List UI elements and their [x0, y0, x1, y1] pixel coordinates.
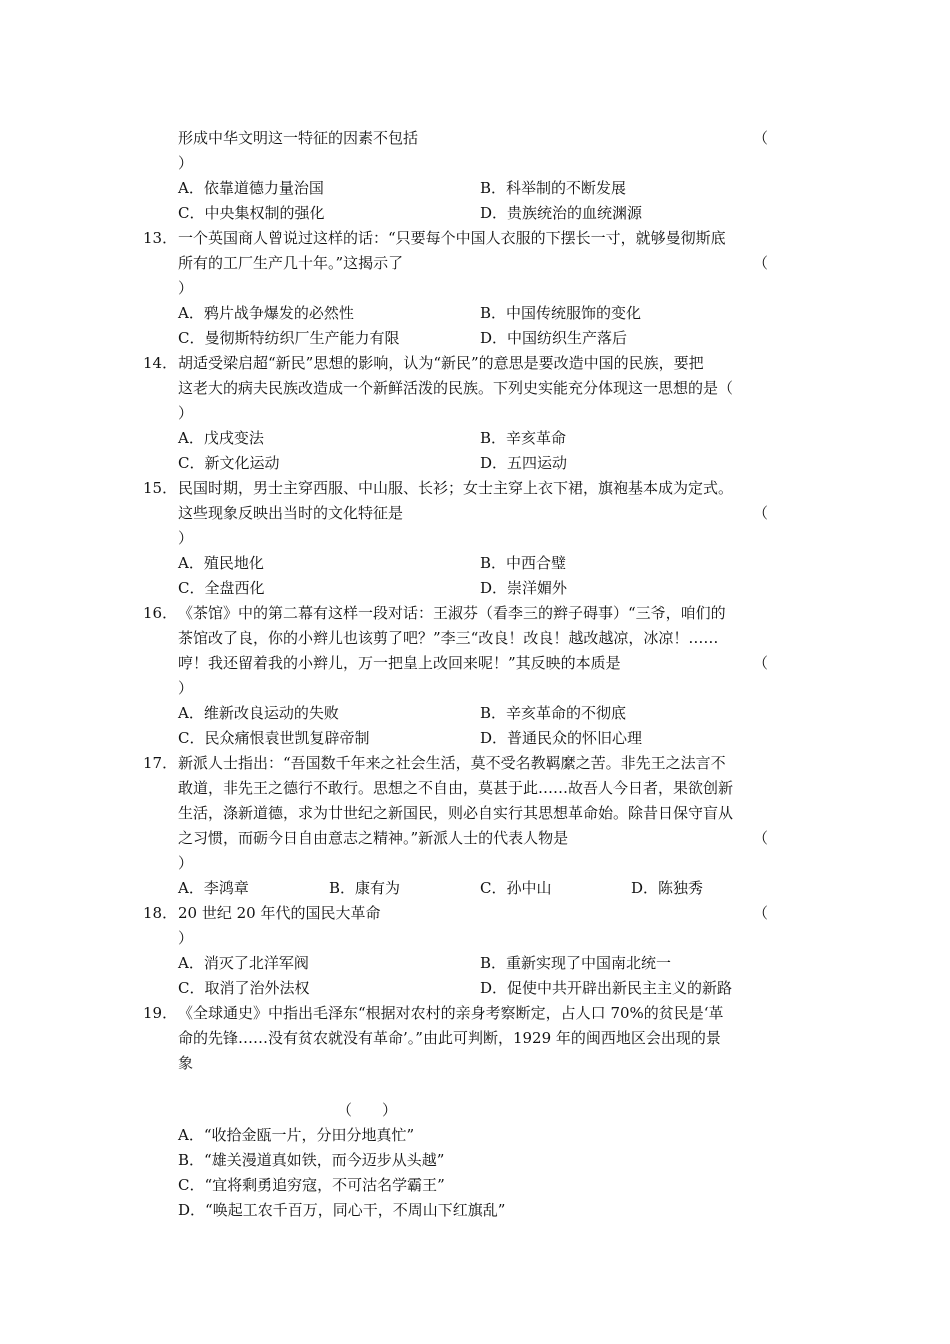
option-d: D．贵族统治的血统渊源 — [480, 204, 643, 222]
question-stem-line: 新派人士指出：“吾国数千年来之社会生活，莫不受名教羁縻之苦。非先王之法言不 — [178, 754, 726, 772]
question-stem-line: 这些现象反映出当时的文化特征是 — [178, 504, 404, 522]
option-b: B．辛亥革命 — [480, 429, 567, 447]
option-b: B．重新实现了中国南北统一 — [480, 954, 672, 972]
question-stem-line: 胡适受梁启超“新民”思想的影响，认为“新民”的意思是要改造中国的民族，要把 — [178, 354, 704, 372]
question-stem-line: 所有的工厂生产几十年。”这揭示了 — [178, 254, 404, 272]
answer-paren-open: （ — [753, 904, 769, 922]
option-c: C．孙中山 — [480, 879, 552, 897]
answer-paren-close: ） — [178, 929, 194, 947]
option-a: A．依靠道德力量治国 — [178, 179, 324, 197]
option-d: D．五四运动 — [480, 454, 568, 472]
question-stem-line: 之习惯，而砺今日自由意志之精神。”新派人士的代表人物是 — [178, 829, 569, 847]
option-c: C．民众痛恨袁世凯复辟帝制 — [178, 729, 370, 747]
question-stem-line: 哼！我还留着我的小辫儿，万一把皇上改回来呢！”其反映的本质是 — [178, 654, 621, 672]
answer-paren-close: ） — [178, 854, 194, 872]
option-d: D．“唤起工农千百万，同心干，不周山下红旗乱” — [178, 1201, 506, 1219]
option-c: C．“宜将剩勇追穷寇，不可沽名学霸王” — [178, 1176, 445, 1194]
question-number: 14． — [143, 354, 178, 372]
answer-paren-open: （ — [753, 654, 769, 672]
question-stem-line: 20 世纪 20 年代的国民大革命 — [178, 904, 381, 922]
question-number: 18． — [143, 904, 178, 922]
option-a: A．消灭了北洋军阀 — [178, 954, 309, 972]
option-c: C．中央集权制的强化 — [178, 204, 325, 222]
option-a: A．李鸿章 — [178, 879, 249, 897]
question-number: 19． — [143, 1004, 178, 1022]
option-b: B．康有为 — [329, 879, 401, 897]
option-d: D．中国纺织生产落后 — [480, 329, 628, 347]
question-stem-line: 生活，涤新道德，求为廿世纪之新国民，则必自实行其思想革命始。除昔日保守盲从 — [178, 804, 734, 822]
option-d: D．促使中共开辟出新民主主义的新路 — [480, 979, 733, 997]
option-d: D．崇洋媚外 — [480, 579, 568, 597]
question-stem-line: 一个英国商人曾说过这样的话：“只要每个中国人衣服的下摆长一寸，就够曼彻斯底 — [178, 229, 726, 247]
answer-paren-close: ） — [178, 679, 194, 697]
question-stem-line: 命的先锋……没有贫农就没有革命’。”由此可判断，1929 年的闽西地区会出现的景 — [178, 1029, 721, 1047]
option-b: B．科举制的不断发展 — [480, 179, 627, 197]
answer-paren-open: （ — [753, 504, 769, 522]
option-b: B．“雄关漫道真如铁，而今迈步从头越” — [178, 1151, 445, 1169]
question-number: 13． — [143, 229, 178, 247]
option-a: A．鸦片战争爆发的必然性 — [178, 304, 354, 322]
answer-paren-close: ） — [178, 154, 194, 172]
answer-paren-close: ） — [178, 529, 194, 547]
answer-paren-open: （ — [753, 129, 769, 147]
answer-paren-close: ） — [178, 404, 194, 422]
option-b: B．中国传统服饰的变化 — [480, 304, 642, 322]
answer-paren-open: （ — [753, 254, 769, 272]
question-stem-line: 《全球通史》中指出毛泽东“根据对农村的亲身考察断定，占人口 70%的贫民是‘革 — [178, 1004, 724, 1022]
option-d: D．普通民众的怀旧心理 — [480, 729, 643, 747]
answer-paren-open: （ — [753, 829, 769, 847]
answer-paren-close: ） — [178, 279, 194, 297]
option-a: A．殖民地化 — [178, 554, 264, 572]
answer-paren: （ ） — [337, 1101, 398, 1119]
question-stem-line: 茶馆改了良，你的小辫儿也该剪了吧？”李三“改良！改良！越改越凉，冰凉！…… — [178, 629, 719, 647]
option-a: A．维新改良运动的失败 — [178, 704, 339, 722]
question-stem-line: 敢道，非先王之德行不敢行。思想之不自由，莫甚于此……故吾人今日者，果欲创新 — [178, 779, 734, 797]
question-stem-line: 《茶馆》中的第二幕有这样一段对话：王淑芬（看李三的辫子碍事）“三爷，咱们的 — [178, 604, 726, 622]
option-b: B．辛亥革命的不彻底 — [480, 704, 627, 722]
option-a: A．“收拾金瓯一片，分田分地真忙” — [178, 1126, 415, 1144]
option-c: C．全盘西化 — [178, 579, 265, 597]
option-c: C．曼彻斯特纺织厂生产能力有限 — [178, 329, 400, 347]
option-c: C．新文化运动 — [178, 454, 280, 472]
question-stem-line: 形成中华文明这一特征的因素不包括 — [178, 129, 419, 147]
question-stem-line: 这老大的病夫民族改造成一个新鲜活泼的民族。下列史实能充分体现这一思想的是（ — [178, 379, 734, 397]
option-a: A．戊戌变法 — [178, 429, 264, 447]
option-b: B．中西合璧 — [480, 554, 567, 572]
option-c: C．取消了治外法权 — [178, 979, 310, 997]
question-number: 15． — [143, 479, 178, 497]
option-d: D．陈独秀 — [631, 879, 704, 897]
question-stem-line: 民国时期，男士主穿西服、中山服、长衫；女士主穿上衣下裙，旗袍基本成为定式。 — [178, 479, 734, 497]
question-number: 17． — [143, 754, 178, 772]
question-stem-line: 象 — [178, 1054, 194, 1072]
question-number: 16． — [143, 604, 178, 622]
